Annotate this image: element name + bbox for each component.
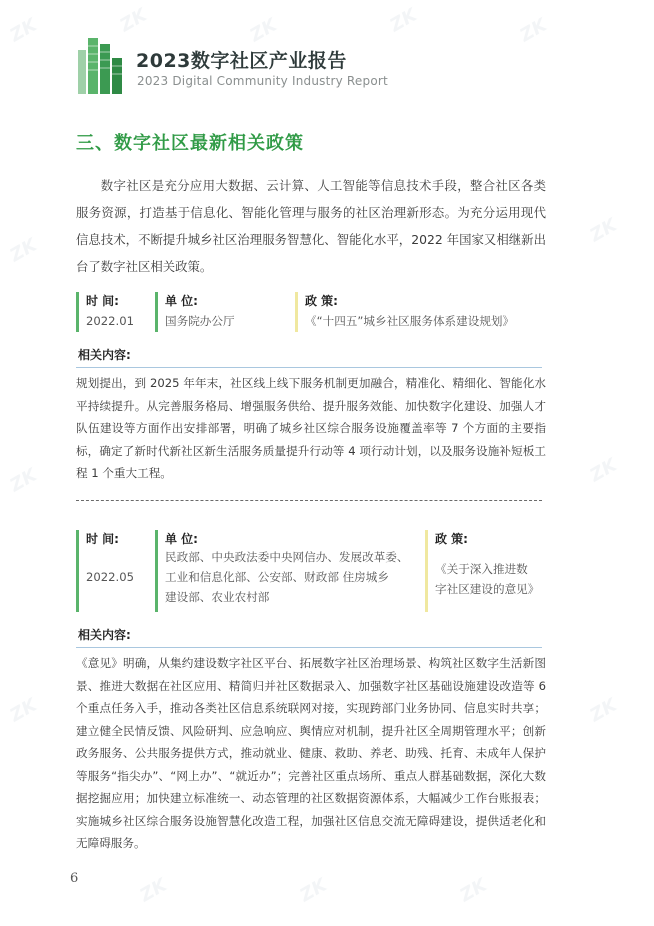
section-title: 三、数字社区最新相关政策 (76, 133, 304, 154)
intro-paragraph (76, 172, 546, 280)
policy-2-divider (76, 647, 542, 648)
policy-label: 政 策: (305, 294, 338, 308)
policy-1-content: 规划提出，到 2025 年年末，社区线上线下服务机制更加融合，精准化、精细化、智能化水平持续提升。从完善服务格局、增强服务供给、提升服务效能、加快数字化建设、加强人才队伍建设等方面作出安排部署，明确了城乡社区综合服务设施覆盖率等 7 个方面的主要指标，确定了新时代新社区新生活服务质量提升行动等 4 项行动计划，以及服务设施补短板工程 1 个重大工程。 (76, 376, 546, 480)
unit-label: 单 位: (165, 294, 198, 308)
policy-2-time-cell (76, 530, 134, 612)
policy-2-unit-cell (155, 530, 408, 612)
policy-1-unit: 国务院办公厅 (165, 314, 235, 328)
policy-2-policy-cell (425, 530, 539, 612)
report-subtitle: 2023 Digital Community Industry Report (137, 74, 388, 88)
policy-2-unit-line-3: 建设部、农业农村部 (165, 590, 270, 604)
building-logo-icon (76, 30, 126, 96)
policy-2-related-label: 相关内容: (78, 628, 131, 642)
policy-1-divider (76, 367, 542, 368)
time-label: 时 间: (86, 294, 119, 308)
intro-text: 数字社区是充分应用大数据、云计算、人工智能等信息技术手段，整合社区各类服务资源，打造基于信息化、智能化管理与服务的社区治理新形态。为充分运用现代信息技术，不断提升城乡社区治理服务智慧化、智能化水平，2022 年国家又相继新出台了数字社区相关政策。 (76, 178, 546, 274)
policy-1-unit-cell (155, 292, 235, 332)
policy-2-name-line-1: 《关于深入推进数 (435, 562, 528, 576)
policy-1-time-cell (76, 292, 134, 332)
policy-2-time: 2022.05 (86, 570, 134, 584)
dashed-separator (76, 500, 542, 501)
report-page: ZK ZK ZK ZK ZK ZK ZK ZK ZK ZK ZK ZK ZK ZK 2023数字社区产业报告 2023 Digital Community Industry Report 三、数字社区最新相关政策 数字社区是充分应用大数据、云计算、人工智能等信息技术手段，整合社区各类服务资源，打造基于信息化、智能化管理与服务的社区治理新形态。为充分运用现代信息技术，不断提升城乡社区治理服务智慧化、智能化水平，2022 年国家又相继新出台了数字社区相关政策。 时 间: 2022.01 单 位: 国务院办公厅 政 策: 《“十四五”城乡社区服务体系建设规划》 相关内容: 规划提出，到 2025 年年末，社区线上线下服务机制更加融合，精准化、精细化、智能化水平持续提升。从完善服务格局、增强服务供给、提升服务效能、加快数字化建设、加强人才队伍建设等方面作出安排部署，明确了城乡社区综合服务设施覆盖率等 7 个方面的主要指标，确定了新时代新社区新生活服务质量提升行动等 4 项行动计划，以及服务设施补短板工程 1 个重大工程。 时 间: 2022.05 单 位: 民政部、中央政法委中央网信办、发展改革委、 工业和信息化部、公安部、财政部 住房城乡 建设部、农业农村部 政 策: 《关于深入推进数 字社区建设的意见》 相关内容: 《意见》明确，从集约建设数字社区平台、拓展数字社区治理场景、构筑社区数字生活新图景、推进大数据在社区应用、精简归并社区数据录入、加强数字社区基础设施建设改造等 6 个重点任务入手，推动各类社区信息系统联网对接，实现跨部门业务协同、信息实时共享；建立健全民情反馈、风险研判、应急响应、舆情应对机制，提升社区全周期管理水平；创新政务服务、公共服务提供方式，推动就业、健康、救助、养老、助残、托育、未成年人保护等服务“指尖办”、“网上办”、“就近办”；完善社区重点场所、重点人群基础数据，深化大数据挖掘应用；加快建立标准统一、动态管理的社区数据资源体系，大幅减少工作台账报表；实施城乡社区综合服务设施智慧化改造工程，加强社区信息交流无障碍建设，提供适老化和无障碍服务。 6 (6, 4, 621, 907)
unit-label: 单 位: (165, 532, 198, 546)
time-label: 时 间: (86, 532, 119, 546)
page-number: 6 (70, 871, 79, 886)
policy-2-content: 《意见》明确，从集约建设数字社区平台、拓展数字社区治理场景、构筑社区数字生活新图景、推进大数据在社区应用、精简归并社区数据录入、加强数字社区基础设施建设改造等 6 个重点任务入手，推动各类社区信息系统联网对接，实现跨部门业务协同、信息实时共享；建立健全民情反馈、风险研判、应急响应、舆情应对机制，提升社区全周期管理水平；创新政务服务、公共服务提供方式，推动就业、健康、救助、养老、助残、托育、未成年人保护等服务“指尖办”、“网上办”、“就近办”；完善社区重点场所、重点人群基础数据，深化大数据挖掘应用；加快建立标准统一、动态管理的社区数据资源体系，大幅减少工作台账报表；实施城乡社区综合服务设施智慧化改造工程，加强社区信息交流无障碍建设，提供适老化和无障碍服务。 (76, 656, 546, 850)
policy-1-time: 2022.01 (86, 314, 134, 328)
policy-2-unit-line-1: 民政部、中央政法委中央网信办、发展改革委、 (165, 550, 409, 564)
policy-1-policy-cell (295, 292, 514, 332)
policy-2-unit-line-2: 工业和信息化部、公安部、财政部 住房城乡 (165, 570, 389, 584)
policy-label: 政 策: (435, 532, 468, 546)
report-title: 2023数字社区产业报告 (136, 50, 347, 72)
policy-2-name-line-2: 字社区建设的意见》 (435, 582, 540, 596)
policy-1-related-label: 相关内容: (78, 348, 131, 362)
policy-1-name: 《“十四五”城乡社区服务体系建设规划》 (305, 314, 515, 328)
